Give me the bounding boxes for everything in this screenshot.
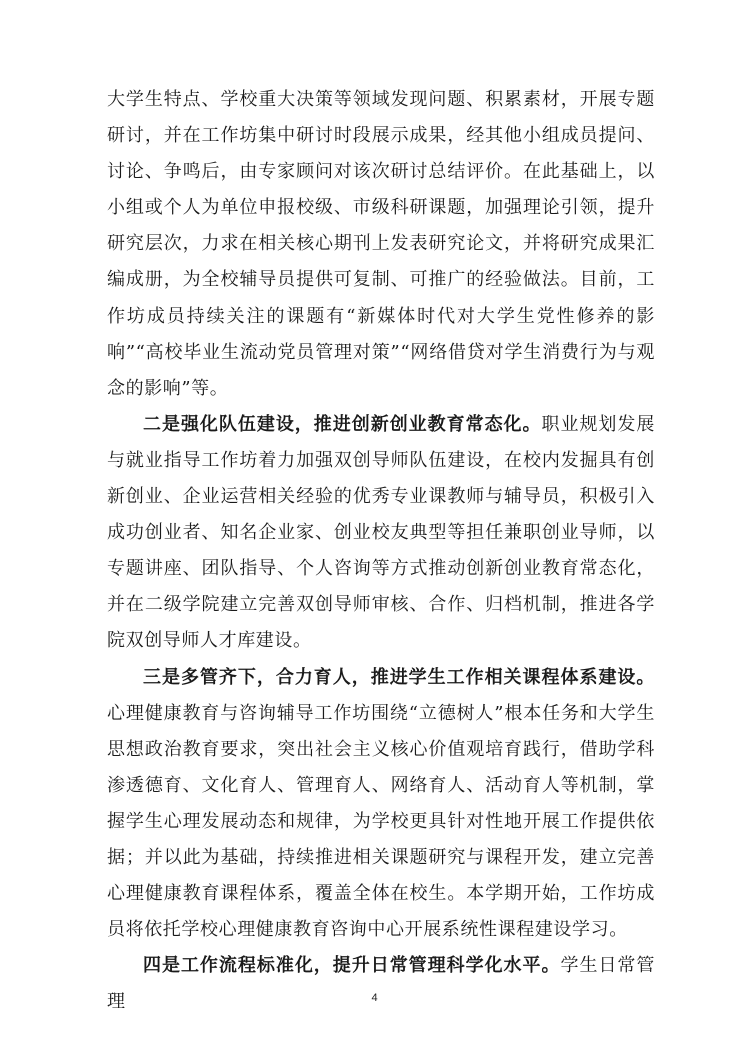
paragraph-standardization: [107, 948, 655, 1020]
paragraph-4-body: 学生日常管理: [107, 955, 656, 1013]
paragraph-4-lead: 四是工作流程标准化，提升日常管理科学化水平。: [143, 955, 561, 977]
paragraph-continued: [107, 82, 655, 407]
paragraph-curriculum: [107, 660, 655, 949]
paragraph-2-body: 职业规划发展与就业指导工作坊着力加强双创导师队伍建设，在校内发掘具有创新创业、企业运营相关经验的优秀专业课教师与辅导员，积极引入成功创业者、知名企业家、创业校友典型等担任兼职创业导师，以专题讲座、团队指导、个人咨询等方式推动创新创业教育常态化，并在二级学院建立完善双创导师审核、合作、归档机制，推进各学院双创导师人才库建设。: [107, 413, 655, 652]
paragraph-1-body: 大学生特点、学校重大决策等领域发现问题、积累素材，开展专题研讨，并在工作坊集中研讨时段展示成果，经其他小组成员提问、讨论、争鸣后，由专家顾问对该次研讨总结评价。在此基础上，以小组或个人为单位申报校级、市级科研课题，加强理论引领，提升研究层次，力求在相关核心期刊上发表研究论文，并将研究成果汇编成册，为全校辅导员提供可复制、可推广的经验做法。目前，工作坊成员持续关注的课题有“新媒体时代对大学生党性修养的影响”“高校毕业生流动党员管理对策”“网络借贷对学生消费行为与观念的影响”等。: [107, 89, 655, 399]
body-text: [107, 82, 655, 1020]
paragraph-team-building: [107, 407, 655, 660]
paragraph-3-body: 心理健康教育与咨询辅导工作坊围绕“立德树人”根本任务和大学生思想政治教育要求，突出社会主义核心价值观培育践行，借助学科渗透德育、文化育人、管理育人、网络育人、活动育人等机制，掌握学生心理发展动态和规律，为学校更具针对性地开展工作提供依据；并以此为基础，持续推进相关课题研究与课程开发，建立完善心理健康教育课程体系，覆盖全体在校生。本学期开始，工作坊成员将依托学校心理健康教育咨询中心开展系统性课程建设学习。: [107, 702, 655, 941]
page-number: 4: [371, 992, 378, 1004]
paragraph-3-lead: 三是多管齐下，合力育人，推进学生工作相关课程体系建设。: [143, 666, 655, 688]
paragraph-2-lead: 二是强化队伍建设，推进创新创业教育常态化。: [143, 413, 542, 435]
